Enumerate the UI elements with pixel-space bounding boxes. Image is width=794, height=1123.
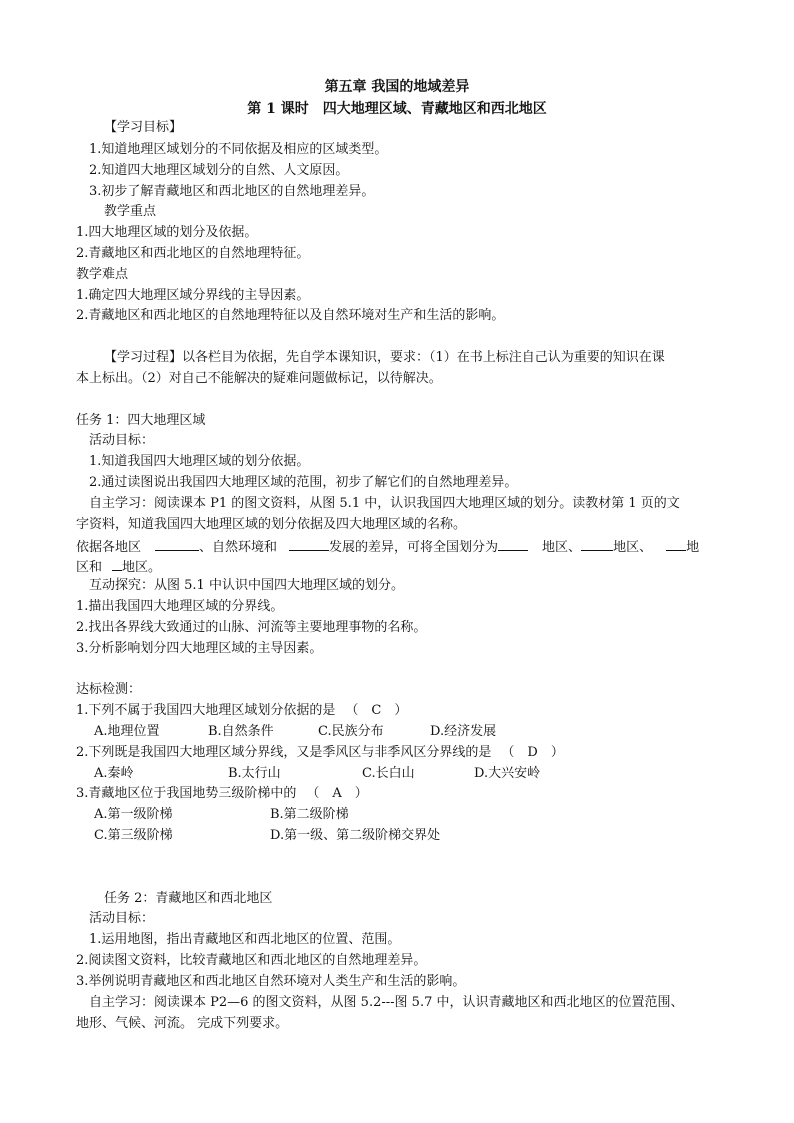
inquiry-item: 3.分析影响划分四大地理区域的主导因素。 [76, 641, 323, 656]
blank-field[interactable] [666, 537, 686, 551]
inquiry-item: 1.描出我国四大地理区域的分界线。 [76, 599, 284, 614]
question-answer: （ D ） [501, 745, 564, 760]
task1-title: 任务 1：四大地理区域 [76, 413, 206, 428]
task1-activity-heading: 活动目标： [89, 433, 155, 448]
inquiry-heading: 互动探究：从图 5.1 中认识中国四大地理区域的划分。 [89, 578, 404, 593]
task2-activity-item: 3.举例说明青藏地区和西北地区自然环境对人类生产和生活的影响。 [76, 974, 466, 989]
option: D.经济发展 [430, 724, 497, 739]
task2-self-study-2: 地形、气候、河流。 完成下列要求。 [76, 1016, 289, 1031]
option: A.秦岭 [94, 766, 134, 781]
chapter-title: 第五章 我国的地域差异 [324, 79, 470, 95]
task2-title: 任务 2：青藏地区和西北地区 [104, 891, 273, 906]
key-points-heading: 教学重点 [104, 204, 157, 219]
option: C.民族分布 [318, 724, 384, 739]
task1-activity-item: 1.知道我国四大地理区域的划分依据。 [89, 454, 310, 469]
option: C.第三级阶梯 [94, 828, 173, 843]
blank-field[interactable] [498, 537, 528, 551]
inquiry-item: 2.找出各界线大致通过的山脉、河流等主要地理事物的名称。 [76, 620, 427, 635]
fill-in-sentence: 依据各地区 、自然环境和 发展的差异，可将全国划分为 地区、 地区、 地 [76, 537, 699, 557]
process-line-1: 【学习过程】以各栏目为依据，先自学本课知识，要求：（1）在书上标注自己认为重要的知识在课 [104, 350, 665, 365]
option: A.第一级阶梯 [94, 807, 173, 822]
task1-self-study-2: 字资料，知道我国四大地理区域的划分依据及四大地理区域的名称。 [76, 517, 467, 532]
task2-activity-heading: 活动目标： [89, 911, 155, 926]
blank-field[interactable] [581, 537, 613, 551]
option: C.长白山 [362, 766, 415, 781]
difficulty-item: 2.青藏地区和西北地区的自然地理特征以及自然环境对生产和生活的影响。 [76, 308, 505, 323]
objective-item: 1.知道地理区域划分的不同依据及相应的区域类型。 [89, 142, 388, 157]
option: B.太行山 [228, 766, 281, 781]
task2-activity-item: 1.运用地图，指出青藏地区和西北地区的位置、范围。 [89, 932, 401, 947]
option: B.第二级阶梯 [270, 807, 349, 822]
lesson-title: 第 1 课时 四大地理区域、青藏地区和西北地区 [247, 101, 547, 117]
task1-activity-item: 2.通过读图说出我国四大地理区域的范围，初步了解它们的自然地理差异。 [89, 475, 518, 490]
question-answer: （ A ） [306, 786, 368, 801]
question-answer: （ C ） [345, 703, 408, 718]
question-stem: 1.下列不属于我国四大地理区域划分依据的是 （ C ） [76, 703, 408, 718]
blank-field[interactable] [155, 537, 199, 551]
objectives-heading: 【学习目标】 [104, 120, 183, 135]
option: D.大兴安岭 [474, 766, 541, 781]
key-point-item: 1.四大地理区域的划分及依据。 [76, 225, 258, 240]
fill-in-sentence-cont: 区和 地区。 [76, 557, 161, 577]
option: A.地理位置 [94, 724, 160, 739]
option: B.自然条件 [208, 724, 274, 739]
question-stem: 3.青藏地区位于我国地势三级阶梯中的 （ A ） [76, 786, 368, 801]
blank-field[interactable] [289, 537, 329, 551]
process-line-2: 本上标出。（2）对自己不能解决的疑难问题做标记，以待解决。 [76, 371, 442, 386]
difficulties-heading: 教学难点 [76, 267, 129, 282]
key-point-item: 2.青藏地区和西北地区的自然地理特征。 [76, 246, 310, 261]
task2-self-study-1: 自主学习：阅读课本 P2—6 的图文资料，从图 5.2---图 5.7 中，认识青藏地区和西北地区的位置范围、 [89, 995, 684, 1010]
objective-item: 3.初步了解青藏地区和西北地区的自然地理差异。 [89, 184, 375, 199]
objective-item: 2.知道四大地理区域划分的自然、人文原因。 [89, 163, 349, 178]
task2-activity-item: 2.阅读图文资料，比较青藏地区和西北地区的自然地理差异。 [76, 953, 427, 968]
option: D.第一级、第二级阶梯交界处 [270, 828, 441, 843]
blank-field[interactable] [112, 557, 122, 571]
difficulty-item: 1.确定四大地理区域分界线的主导因素。 [76, 288, 310, 303]
test-heading: 达标检测： [76, 682, 142, 697]
question-stem: 2.下列既是我国四大地理区域分界线，又是季风区与非季风区分界线的是 （ D ） [76, 745, 564, 760]
task1-self-study-1: 自主学习：阅读课本 P1 的图文资料，从图 5.1 中，认识我国四大地理区域的划分。读教材第 1 页的文 [89, 496, 680, 511]
